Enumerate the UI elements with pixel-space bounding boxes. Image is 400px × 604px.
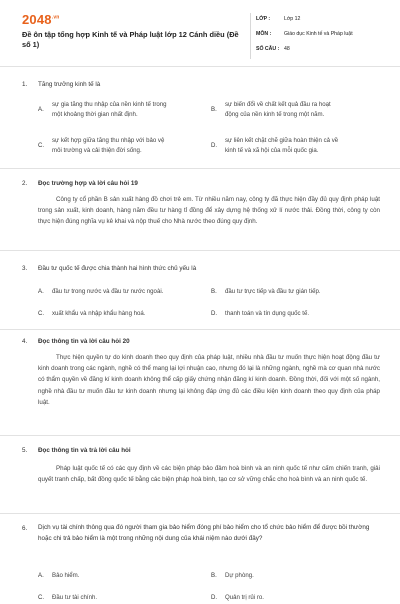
meta-subject: MÔN : Giáo dục Kinh tế và Pháp luật (256, 31, 353, 37)
question-text: Đọc thông tin và lời câu hỏi 20 (38, 338, 130, 345)
option-letter: C. (38, 310, 45, 317)
question-text: Đọc trường hợp và lời câu hỏi 19 (38, 180, 138, 187)
separator (0, 435, 400, 436)
option-letter: A. (38, 572, 44, 579)
option-text: Dự phòng. (225, 572, 254, 579)
option-text: sự kết hợp giữa tăng thu nhập với bảo vệ (52, 137, 165, 144)
option-letter: D. (211, 142, 218, 149)
option-a[interactable] (38, 100, 208, 122)
question-text: Đọc thông tin và trả lời câu hỏi (38, 447, 131, 454)
question-number: 6. (22, 525, 28, 532)
question-text: Đầu tư quốc tế được chia thành hai hình thức chủ yếu là (38, 265, 197, 272)
question-text: Dịch vụ tài chính thông qua đó người tham gia bảo hiểm đóng phí bảo hiểm cho tổ chức bảo hiểm để được bồi thường hoặc chi trả bảo hiểm là một trong những nội dung của khái niệm nào dưới đây? (38, 524, 370, 542)
separator (0, 329, 400, 330)
separator (0, 513, 400, 514)
meta-question-count: SỐ CÂU : 48 (256, 46, 290, 52)
option-d[interactable] (211, 136, 381, 158)
option-text: một khoảng thời gian nhất định. (52, 111, 138, 118)
separator (0, 168, 400, 169)
option-text: sự biến đổi về chất kết quả đầu ra hoạt (225, 101, 331, 108)
option-letter: A. (38, 106, 44, 113)
site-logo[interactable]: $2048^{.vn}$ (22, 12, 60, 27)
question-number: 1. (22, 81, 28, 88)
option-text: sự gia tăng thu nhập của nền kinh tế trong (52, 101, 167, 108)
option-text: sự liên kết chặt chẽ giữa hoàn thiện cả về (225, 137, 339, 144)
question-number: 2. (22, 180, 28, 187)
option-letter: C. (38, 594, 45, 601)
option-a[interactable] (38, 571, 208, 582)
separator (0, 250, 400, 251)
option-text: đầu tư trong nước và đầu tư nước ngoài. (52, 288, 164, 295)
option-text: Bảo hiểm. (52, 572, 80, 579)
meta-grade: LỚP : Lớp 12 (256, 16, 301, 22)
option-text: Đầu tư tài chính. (52, 594, 98, 601)
option-letter: C. (38, 142, 45, 149)
option-b[interactable] (211, 100, 381, 122)
header-divider (250, 13, 251, 59)
option-letter: A. (38, 288, 44, 295)
option-text: kinh tế và xã hội của mỗi quốc gia. (225, 147, 319, 154)
option-b[interactable] (211, 571, 381, 582)
option-a[interactable] (38, 287, 208, 298)
option-letter: B. (211, 106, 217, 113)
question-number: 3. (22, 265, 28, 272)
option-letter: D. (211, 594, 218, 601)
option-c[interactable] (38, 593, 208, 604)
question-paragraph: Thực hiện quyền tự do kinh doanh theo quy định của pháp luật, nhiều nhà đầu tư muốn thực hiện hoạt động đầu tư kinh doanh trong các ngành, nghề có thể mang lại lợi nhuận cao, nhưng đó lại là những ngành, nghề mà cơ quan nhà nước có thẩm quyền về đăng kí kinh doanh không thể cấp giấy chứng nhận đăng kí kinh doanh. Đồng thời, đối với một số ngành, nghề nhà đầu tư muốn đầu tư kinh doanh nhưng lại không đáp ứng đủ các điều kiện kinh doanh theo quy định của pháp luật. (38, 354, 380, 406)
option-b[interactable] (211, 287, 381, 298)
question-text: Tăng trưởng kinh tế là (38, 81, 101, 88)
separator (0, 66, 400, 67)
page-header (0, 0, 400, 62)
option-c[interactable] (38, 136, 208, 158)
question-paragraph: Pháp luật quốc tế có các quy định về các biện pháp bảo đảm hoà bình và an ninh quốc tế như cấm chiến tranh, giải quyết tranh chấp, bất đồng quốc tế bằng các biện pháp hoà bình, tạo cơ sở vững chắc cho hoà bình và an ninh quốc tế. (38, 465, 380, 484)
option-letter: B. (211, 572, 217, 579)
option-letter: D. (211, 310, 218, 317)
option-text: xuất khẩu và nhập khẩu hàng hoá. (52, 310, 146, 317)
option-letter: B. (211, 288, 217, 295)
option-text: môi trường và cải thiện đời sống. (52, 147, 142, 154)
option-text: thanh toán và tín dụng quốc tế. (225, 310, 310, 317)
question-number: 5. (22, 447, 28, 454)
option-c[interactable] (38, 309, 208, 320)
option-d[interactable] (211, 593, 381, 604)
option-text: Quản trị rủi ro. (225, 594, 264, 601)
option-text: đầu tư trực tiếp và đầu tư gián tiếp. (225, 288, 321, 295)
question-number: 4. (22, 338, 28, 345)
option-text: động của nền kinh tế trong một năm. (225, 111, 325, 118)
question-paragraph: Công ty cổ phần B sản xuất hàng đồ chơi trẻ em. Từ nhiều năm nay, công ty đã thực hiện đầy đủ quy định pháp luật trong sản xuất, kinh doanh, hàng năm đều tư hàng tỉ đồng để xây dựng hệ thống xử lí nước thải. Đồng thời, công ty còn thực hiện đúng nghĩa vụ kê khai và nộp thuế cho Nhà nước theo đúng quy định. (38, 196, 380, 226)
option-d[interactable] (211, 309, 381, 320)
page-title: Đề ôn tập tổng hợp Kinh tế và Pháp luật lớp 12 Cánh diều (Đề số 1) (22, 30, 239, 49)
